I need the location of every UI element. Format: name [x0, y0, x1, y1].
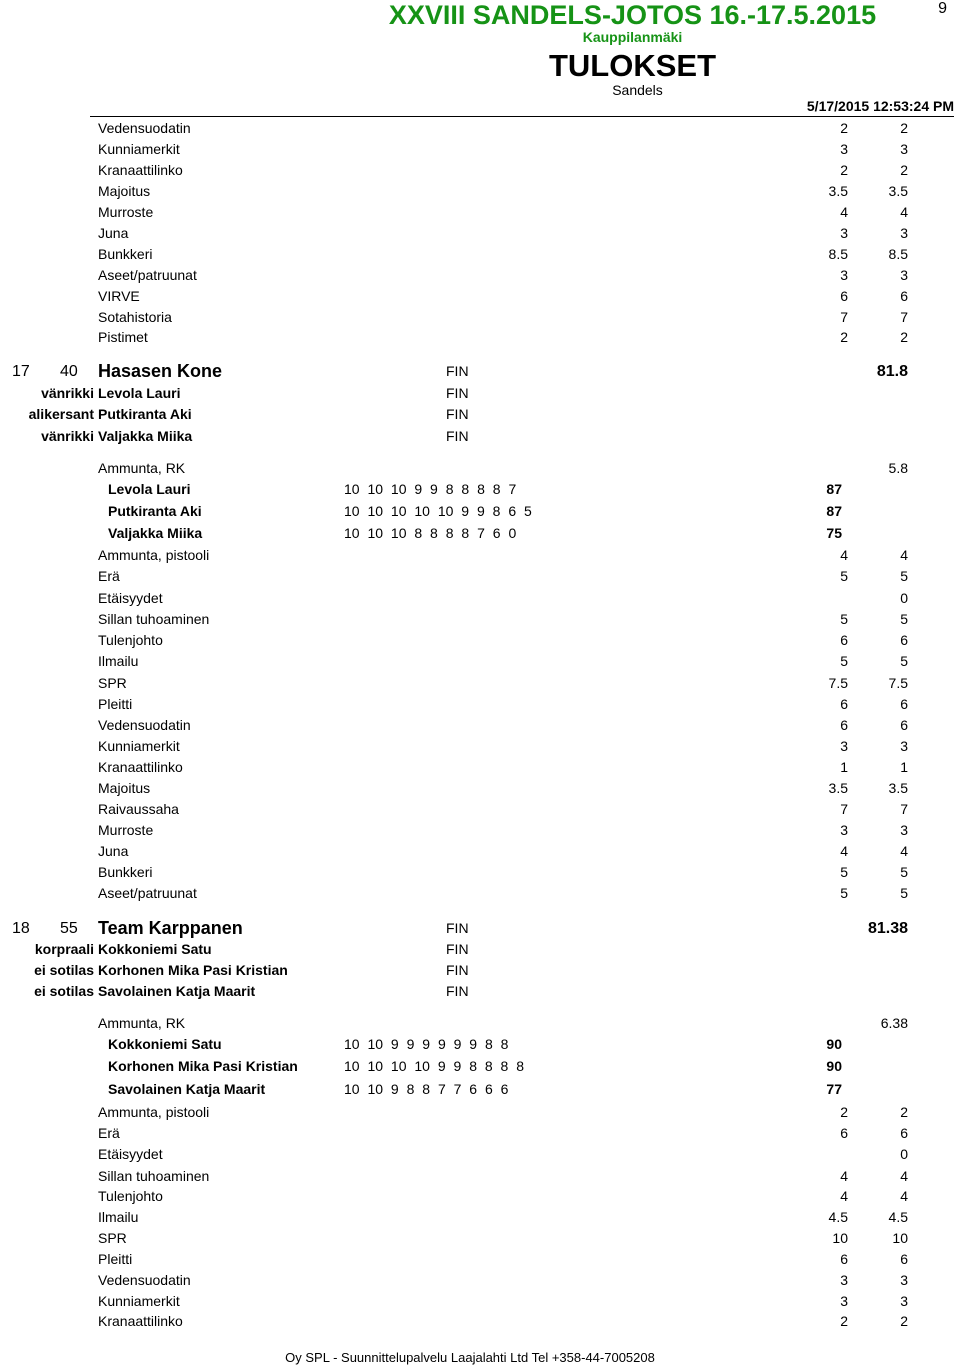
team-name: Hasasen Kone [98, 361, 223, 381]
shooter-row [0, 525, 960, 543]
member-country: FIN [446, 962, 469, 978]
event-title: XXVIII SANDELS-JOTOS 16.-17.5.2015 [388, 0, 877, 30]
event-score: 6 [900, 1125, 908, 1141]
event-points: 4 [840, 843, 848, 859]
event-row [0, 568, 960, 586]
event-label: Sillan tuhoaminen [98, 611, 210, 627]
shooter-total: 77 [826, 1081, 842, 1097]
event-row [0, 611, 960, 629]
event-label: Vedensuodatin [98, 1272, 191, 1288]
event-row [0, 1209, 960, 1227]
event-points: 3 [840, 738, 848, 754]
event-label: Sillan tuhoaminen [98, 1168, 210, 1184]
event-score: 4 [900, 843, 908, 859]
event-points: 4 [840, 204, 848, 220]
team-header [0, 920, 960, 938]
event-row [0, 1125, 960, 1143]
shooter-shots: 10 10 10 9 9 8 8 8 8 7 [344, 481, 517, 497]
event-label: Tulenjohto [98, 1188, 163, 1204]
event-label: Kunniamerkit [98, 141, 180, 157]
member-rank: ei sotilas [34, 962, 94, 978]
event-score: 3.5 [888, 780, 908, 796]
member-row [0, 983, 960, 1001]
event-label: VIRVE [98, 288, 140, 304]
event-score: 5 [900, 653, 908, 669]
event-label: Majoitus [98, 780, 151, 796]
shooter-row [0, 481, 960, 499]
event-row [0, 329, 960, 347]
event-label: Tulenjohto [98, 632, 163, 648]
shooter-name: Valjakka Miika [108, 525, 203, 541]
event-label: Etäisyydet [98, 1146, 163, 1162]
event-label: Ammunta, pistooli [98, 547, 210, 563]
event-row [0, 780, 960, 798]
event-location: Kauppilanmäki [582, 29, 683, 45]
event-score: 8.5 [888, 246, 908, 262]
event-score: 7 [900, 801, 908, 817]
event-label: Aseet/patruunat [98, 267, 197, 283]
shooter-total: 90 [826, 1058, 842, 1074]
event-label: Bunkkeri [98, 246, 153, 262]
member-country: FIN [446, 385, 469, 401]
shooter-total: 75 [826, 525, 842, 541]
event-score: 5 [900, 885, 908, 901]
member-row [0, 406, 960, 424]
member-name: Putkiranta Aki [98, 406, 192, 422]
event-label: Pleitti [98, 1251, 133, 1267]
shooter-row [0, 503, 960, 521]
event-row [0, 309, 960, 327]
event-label: Juna [98, 225, 129, 241]
shooting-score: 5.8 [888, 460, 908, 476]
event-label: Ilmailu [98, 653, 139, 669]
event-score: 2 [900, 1313, 908, 1329]
event-row [0, 632, 960, 650]
event-points: 3.5 [828, 780, 848, 796]
shooter-shots: 10 10 9 9 9 9 9 9 8 8 [344, 1036, 509, 1052]
team-total: 81.8 [876, 363, 908, 380]
event-points: 5 [840, 611, 848, 627]
event-row [0, 696, 960, 714]
event-label: Raivaussaha [98, 801, 179, 817]
event-row [0, 717, 960, 735]
event-points: 5 [840, 653, 848, 669]
event-label: Vedensuodatin [98, 717, 191, 733]
shooter-shots: 10 10 10 8 8 8 8 7 6 0 [344, 525, 517, 541]
event-score: 3.5 [888, 183, 908, 199]
team-header [0, 363, 960, 381]
event-row [0, 801, 960, 819]
event-score: 2 [900, 329, 908, 345]
event-score: 2 [900, 120, 908, 136]
event-score: 4 [900, 547, 908, 563]
event-points: 6 [840, 717, 848, 733]
member-country: FIN [446, 406, 469, 422]
event-label: Kunniamerkit [98, 1293, 180, 1309]
event-label: Kunniamerkit [98, 738, 180, 754]
event-points: 5 [840, 864, 848, 880]
event-points: 10 [832, 1230, 848, 1246]
event-label: Ammunta, pistooli [98, 1104, 210, 1120]
event-score: 6 [900, 696, 908, 712]
event-label: SPR [98, 1230, 127, 1246]
member-row [0, 428, 960, 446]
member-row [0, 962, 960, 980]
member-row [0, 385, 960, 403]
member-rank: vänrikki [41, 385, 94, 401]
event-row [0, 120, 960, 138]
event-row [0, 225, 960, 243]
member-country: FIN [446, 428, 469, 444]
event-points: 3 [840, 1293, 848, 1309]
shooter-row [0, 1081, 960, 1099]
event-points: 2 [840, 1104, 848, 1120]
shooter-name: Putkiranta Aki [108, 503, 202, 519]
team-country: FIN [446, 363, 469, 379]
event-points: 7.5 [828, 675, 848, 691]
event-points: 6 [840, 288, 848, 304]
event-row [0, 885, 960, 903]
event-row [0, 843, 960, 861]
event-points: 6 [840, 1251, 848, 1267]
event-points: 6 [840, 1125, 848, 1141]
event-points: 5 [840, 885, 848, 901]
event-points: 3 [840, 225, 848, 241]
event-score: 4 [900, 1188, 908, 1204]
event-row [0, 675, 960, 693]
event-score: 2 [900, 1104, 908, 1120]
event-score: 4 [900, 204, 908, 220]
shooter-shots: 10 10 10 10 10 9 9 8 6 5 [344, 503, 532, 519]
event-score: 3 [900, 141, 908, 157]
shooting-label: Ammunta, RK [98, 1015, 186, 1031]
event-label: Kranaattilinko [98, 759, 183, 775]
member-rank: ei sotilas [34, 983, 94, 999]
event-points: 3 [840, 822, 848, 838]
event-row [0, 141, 960, 159]
event-score: 6 [900, 1251, 908, 1267]
event-score: 5 [900, 864, 908, 880]
event-score: 2 [900, 162, 908, 178]
team-rank: 18 [12, 920, 30, 937]
event-label: Murroste [98, 204, 154, 220]
event-label: Aseet/patruunat [98, 885, 197, 901]
shooting-label: Ammunta, RK [98, 460, 186, 476]
team-number: 40 [60, 363, 78, 380]
event-score: 7.5 [888, 675, 908, 691]
team-number: 55 [60, 920, 78, 937]
event-score: 10 [892, 1230, 908, 1246]
event-row [0, 1293, 960, 1311]
event-row [0, 1168, 960, 1186]
shooter-name: Savolainen Katja Maarit [108, 1081, 266, 1097]
event-label: Kranaattilinko [98, 1313, 183, 1329]
event-score: 3 [900, 225, 908, 241]
event-score: 0 [900, 590, 908, 606]
event-score: 0 [900, 1146, 908, 1162]
member-rank: alikersant [28, 406, 94, 422]
event-label: Erä [98, 568, 120, 584]
team-total: 81.38 [867, 920, 908, 937]
shooter-name: Korhonen Mika Pasi Kristian [108, 1058, 298, 1074]
event-score: 6 [900, 717, 908, 733]
event-row [0, 267, 960, 285]
event-score: 6 [900, 632, 908, 648]
event-points: 2 [840, 329, 848, 345]
event-row [0, 204, 960, 222]
member-name: Levola Lauri [98, 385, 181, 401]
event-label: Ilmailu [98, 1209, 139, 1225]
event-points: 1 [840, 759, 848, 775]
event-row [0, 162, 960, 180]
event-label: Vedensuodatin [98, 120, 191, 136]
event-row [0, 759, 960, 777]
event-points: 3.5 [828, 183, 848, 199]
event-row [0, 547, 960, 565]
event-label: Murroste [98, 822, 154, 838]
event-score: 1 [900, 759, 908, 775]
event-row [0, 183, 960, 201]
member-name: Savolainen Katja Maarit [98, 983, 256, 999]
member-row [0, 941, 960, 959]
event-row [0, 1230, 960, 1248]
event-label: Juna [98, 843, 129, 859]
event-score: 4 [900, 1168, 908, 1184]
event-points: 2 [840, 1313, 848, 1329]
event-points: 3 [840, 141, 848, 157]
shooting-score: 6.38 [880, 1015, 908, 1031]
event-score: 7 [900, 309, 908, 325]
shooter-row [0, 1058, 960, 1076]
event-label: SPR [98, 675, 127, 691]
page-number: 9 [938, 0, 947, 17]
event-label: Sotahistoria [98, 309, 172, 325]
event-row [0, 1104, 960, 1122]
event-label: Etäisyydet [98, 590, 163, 606]
event-row [0, 1272, 960, 1290]
event-row [0, 1146, 960, 1164]
shooting-header [0, 1015, 960, 1033]
member-rank: korpraali [34, 941, 94, 957]
page-title: TULOKSET [548, 48, 717, 83]
page-subtitle: Sandels [612, 82, 663, 98]
event-score: 5 [900, 611, 908, 627]
event-score: 5 [900, 568, 908, 584]
event-label: Kranaattilinko [98, 162, 183, 178]
event-points: 4 [840, 547, 848, 563]
event-points: 7 [840, 309, 848, 325]
shooter-shots: 10 10 9 8 8 7 7 6 6 6 [344, 1081, 509, 1097]
page-footer: Oy SPL - Suunnittelupalvelu Laajalahti Ltd Tel +358-44-7005208 [285, 1350, 655, 1365]
event-row [0, 246, 960, 264]
event-points: 6 [840, 696, 848, 712]
report-timestamp: 5/17/2015 12:53:24 PM [806, 98, 954, 114]
event-row [0, 288, 960, 306]
member-country: FIN [446, 941, 469, 957]
event-row [0, 822, 960, 840]
event-points: 3 [840, 1272, 848, 1288]
event-row [0, 864, 960, 882]
event-points: 8.5 [828, 246, 848, 262]
event-score: 3 [900, 1293, 908, 1309]
event-row [0, 738, 960, 756]
shooter-total: 87 [826, 503, 842, 519]
header-rule [90, 116, 954, 117]
event-points: 6 [840, 632, 848, 648]
shooter-total: 87 [826, 481, 842, 497]
event-label: Erä [98, 1125, 120, 1141]
member-name: Korhonen Mika Pasi Kristian [98, 962, 288, 978]
event-row [0, 1313, 960, 1331]
event-points: 2 [840, 162, 848, 178]
event-row [0, 1188, 960, 1206]
event-row [0, 590, 960, 608]
event-points: 4 [840, 1168, 848, 1184]
event-row [0, 653, 960, 671]
event-points: 3 [840, 267, 848, 283]
event-points: 5 [840, 568, 848, 584]
team-country: FIN [446, 920, 469, 936]
event-score: 3 [900, 1272, 908, 1288]
shooter-shots: 10 10 10 10 9 9 8 8 8 8 [344, 1058, 525, 1074]
shooter-name: Levola Lauri [108, 481, 191, 497]
event-score: 4.5 [888, 1209, 908, 1225]
event-label: Majoitus [98, 183, 151, 199]
member-rank: vänrikki [41, 428, 94, 444]
member-name: Valjakka Miika [98, 428, 193, 444]
event-points: 4.5 [828, 1209, 848, 1225]
member-name: Kokkoniemi Satu [98, 941, 212, 957]
shooter-total: 90 [826, 1036, 842, 1052]
event-label: Bunkkeri [98, 864, 153, 880]
event-label: Pistimet [98, 329, 148, 345]
shooting-header [0, 460, 960, 478]
event-score: 3 [900, 267, 908, 283]
shooter-name: Kokkoniemi Satu [108, 1036, 222, 1052]
event-points: 4 [840, 1188, 848, 1204]
team-rank: 17 [12, 363, 30, 380]
event-label: Pleitti [98, 696, 133, 712]
event-score: 6 [900, 288, 908, 304]
event-score: 3 [900, 738, 908, 754]
member-country: FIN [446, 983, 469, 999]
event-row [0, 1251, 960, 1269]
team-name: Team Karppanen [98, 918, 243, 938]
shooter-row [0, 1036, 960, 1054]
event-points: 2 [840, 120, 848, 136]
event-points: 7 [840, 801, 848, 817]
event-score: 3 [900, 822, 908, 838]
